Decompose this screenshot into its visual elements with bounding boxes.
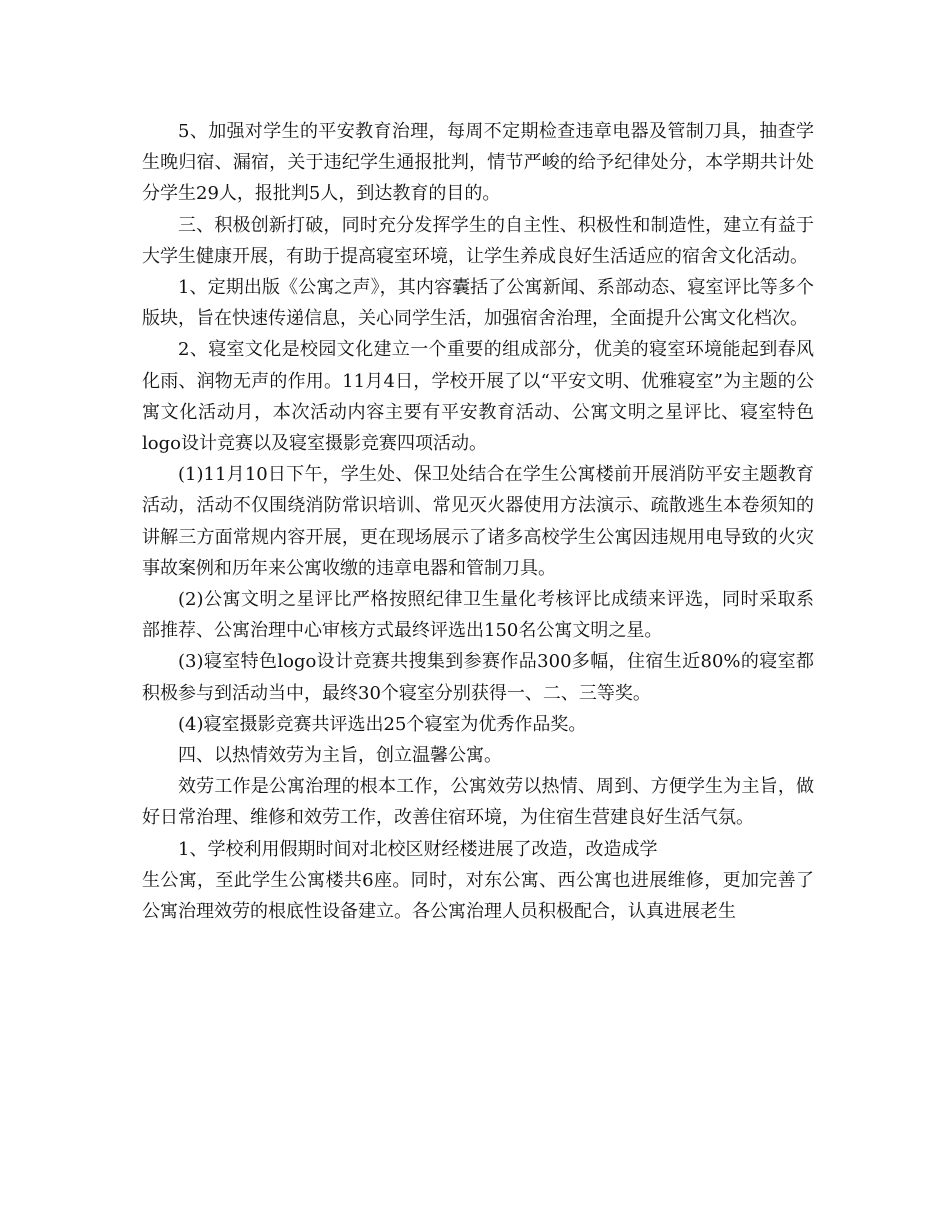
- paragraph-logo-contest: (3)寝室特色logo设计竞赛共搜集到参赛作品300多幅，住宿生近80%的寝室都积极参与到活动当中，最终30个寝室分别获得一、二、三等奖。: [142, 651, 814, 704]
- paragraph-renovation-continued: 生公寓，至此学生公寓楼共6座。同时，对东公寓、西公寓也进展维修，更加完善了公寓治理效劳的根底性设备建立。各公寓治理人员积极配合，认真进展老生: [142, 869, 814, 923]
- paragraph-service-work: 效劳工作是公寓治理的根本工作，公寓效劳以热情、周到、方便学生为主旨，做好日常治理、维修和效劳工作，改善住宿环境，为住宿生营建良好生活气氛。: [142, 776, 814, 829]
- paragraph-apartment-voice: 1、定期出版《公寓之声》，其内容囊括了公寓新闻、系部动态、寝室评比等多个版块，旨在快速传递信息，关心同学生活，加强宿舍治理，全面提升公寓文化档次。: [142, 277, 814, 330]
- paragraph-safety-education: 5、加强对学生的平安教育治理，每周不定期检查违章电器及管制刀具，抽查学生晚归宿、漏宿，关于违纪学生通报批判，情节严峻的给予纪律处分，本学期共计处分学生29人，报批判5人，到达教育的目的。: [142, 121, 814, 205]
- paragraph-photo-contest: (4)寝室摄影竞赛共评选出25个寝室为优秀作品奖。: [178, 713, 587, 735]
- paragraph-fire-safety-activity: (1)11月10日下午，学生处、保卫处结合在学生公寓楼前开展消防平安主题教育活动，活动不仅围绕消防常识培训、常见灭火器使用方法演示、疏散逃生本卷须知的讲解三方面常规内容开展，更在现场展示了诸多高校学生公寓因违规用电导致的火灾事故案例和历年来公寓收缴的违章电器和管制刀具。: [142, 464, 814, 579]
- document-body: [142, 116, 814, 927]
- paragraph-section-three-heading: 三、积极创新打破，同时充分发挥学生的自主性、积极性和制造性，建立有益于大学生健康开展，有助于提高寝室环境，让学生养成良好生活适应的宿舍文化活动。: [142, 214, 814, 267]
- paragraph-section-four-heading: 四、以热情效劳为主旨，创立温馨公寓。: [178, 745, 502, 767]
- paragraph-civility-star: (2)公寓文明之星评比严格按照纪律卫生量化考核评比成绩来评选，同时采取系部推荐、公寓治理中心审核方式最终评选出150名公寓文明之星。: [142, 589, 814, 642]
- paragraph-renovation-start: 1、学校利用假期时间对北校区财经楼进展了改造，改造成学: [178, 838, 658, 860]
- paragraph-dorm-culture: 2、寝室文化是校园文化建立一个重要的组成部分，优美的寝室环境能起到春风化雨、润物无声的作用。11月4日，学校开展了以“平安文明、优雅寝室”为主题的公寓文化活动月，本次活动内容主要有平安教育活动、公寓文明之星评比、寝室特色logo设计竞赛以及寝室摄影竞赛四项活动。: [142, 339, 814, 455]
